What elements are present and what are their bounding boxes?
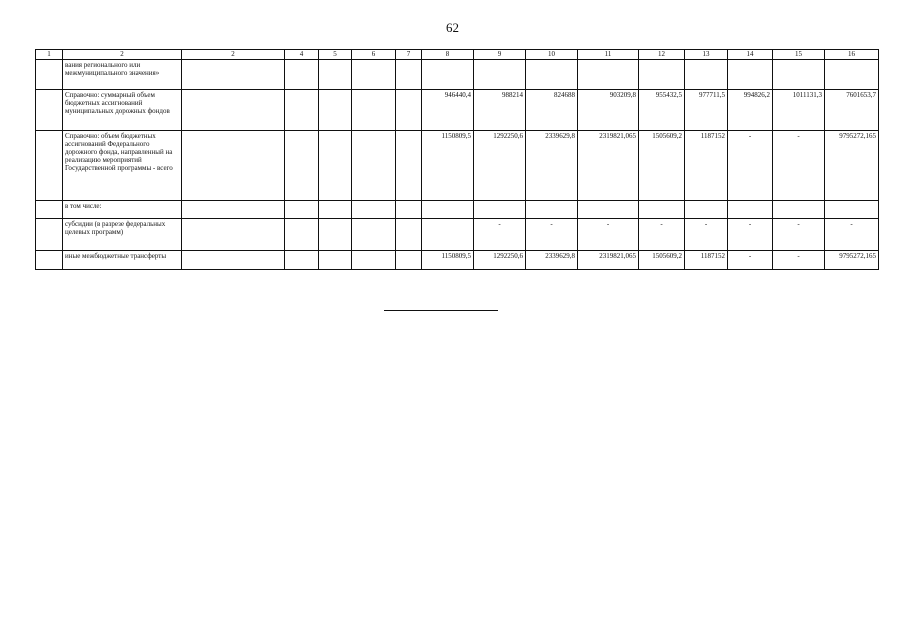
header-cell: 12: [639, 50, 685, 60]
separator-line: [384, 310, 498, 311]
table-row: [36, 201, 879, 219]
header-row: [36, 50, 879, 60]
value-cell: 1187152: [685, 251, 728, 270]
value-cell: [728, 201, 773, 219]
value-cell: 2319821,065: [578, 131, 639, 201]
value-cell: 9795272,165: [825, 251, 879, 270]
value-cell: [728, 60, 773, 90]
value-cell: [319, 219, 352, 251]
value-cell: 7601653,7: [825, 90, 879, 131]
page-number: 62: [446, 20, 459, 35]
value-cell: [352, 219, 396, 251]
value-cell: [639, 201, 685, 219]
value-cell: 1150809,5: [422, 131, 474, 201]
value-cell: [773, 60, 825, 90]
row-label: субсидии (в разрезе федеральных целевых программ): [63, 219, 182, 251]
value-cell: [319, 60, 352, 90]
header-cell: 2: [182, 50, 285, 60]
value-cell: [639, 60, 685, 90]
row-label: вания регионального или межмуниципального значения»: [63, 60, 182, 90]
value-cell: 2339629,8: [526, 131, 578, 201]
row-label: в том числе:: [63, 201, 182, 219]
value-cell: -: [825, 219, 879, 251]
value-cell: [319, 251, 352, 270]
value-cell: [474, 60, 526, 90]
value-cell: [352, 131, 396, 201]
value-cell: [825, 201, 879, 219]
row-number-cell: [36, 219, 63, 251]
header-cell: 11: [578, 50, 639, 60]
table-row: [36, 131, 879, 201]
value-cell: [773, 201, 825, 219]
value-cell: [285, 60, 319, 90]
value-cell: -: [728, 251, 773, 270]
header-cell: 9: [474, 50, 526, 60]
header-cell: 7: [396, 50, 422, 60]
value-cell: [285, 90, 319, 131]
value-cell: [182, 60, 285, 90]
value-cell: [396, 201, 422, 219]
value-cell: [352, 90, 396, 131]
header-cell: 4: [285, 50, 319, 60]
table-body: [36, 50, 879, 270]
value-cell: -: [773, 219, 825, 251]
value-cell: 1011131,3: [773, 90, 825, 131]
value-cell: 1292250,6: [474, 131, 526, 201]
value-cell: [285, 251, 319, 270]
value-cell: [474, 201, 526, 219]
value-cell: -: [728, 131, 773, 201]
value-cell: 1505609,2: [639, 251, 685, 270]
value-cell: -: [526, 219, 578, 251]
value-cell: [396, 90, 422, 131]
value-cell: [352, 251, 396, 270]
table-row: [36, 251, 879, 270]
value-cell: [319, 131, 352, 201]
row-number-cell: [36, 90, 63, 131]
value-cell: -: [578, 219, 639, 251]
value-cell: 824688: [526, 90, 578, 131]
value-cell: [285, 219, 319, 251]
value-cell: [352, 60, 396, 90]
header-cell: 6: [352, 50, 396, 60]
value-cell: [396, 60, 422, 90]
value-cell: 903209,8: [578, 90, 639, 131]
value-cell: [526, 60, 578, 90]
header-cell: 14: [728, 50, 773, 60]
header-cell: 5: [319, 50, 352, 60]
value-cell: 1187152: [685, 131, 728, 201]
value-cell: 988214: [474, 90, 526, 131]
value-cell: 946440,4: [422, 90, 474, 131]
header-cell: 13: [685, 50, 728, 60]
value-cell: [182, 219, 285, 251]
value-cell: -: [728, 219, 773, 251]
row-label: Справочно: объем бюджетных ассигнований Федерального дорожного фонда, направленный на реализацию мероприятий Государственной программы - всего: [63, 131, 182, 201]
value-cell: [578, 201, 639, 219]
value-cell: 994826,2: [728, 90, 773, 131]
value-cell: [396, 131, 422, 201]
value-cell: -: [773, 131, 825, 201]
value-cell: 2339629,8: [526, 251, 578, 270]
value-cell: [825, 60, 879, 90]
value-cell: 1505609,2: [639, 131, 685, 201]
value-cell: [319, 90, 352, 131]
value-cell: [285, 201, 319, 219]
header-cell: 2: [63, 50, 182, 60]
value-cell: [285, 131, 319, 201]
table-row: [36, 90, 879, 131]
value-cell: [319, 201, 352, 219]
row-number-cell: [36, 201, 63, 219]
value-cell: [352, 201, 396, 219]
row-label: Справочно: суммарный объем бюджетных ассигнований муниципальных дорожных фондов: [63, 90, 182, 131]
value-cell: [685, 201, 728, 219]
value-cell: 9795272,165: [825, 131, 879, 201]
value-cell: [422, 60, 474, 90]
header-cell: 16: [825, 50, 879, 60]
value-cell: [182, 251, 285, 270]
value-cell: [526, 201, 578, 219]
value-cell: 955432,5: [639, 90, 685, 131]
row-number-cell: [36, 131, 63, 201]
table-row: [36, 219, 879, 251]
row-number-cell: [36, 60, 63, 90]
value-cell: [685, 60, 728, 90]
table-row: [36, 60, 879, 90]
header-cell: 10: [526, 50, 578, 60]
value-cell: -: [639, 219, 685, 251]
value-cell: [396, 219, 422, 251]
value-cell: 2319821,065: [578, 251, 639, 270]
value-cell: -: [773, 251, 825, 270]
header-cell: 1: [36, 50, 63, 60]
value-cell: 977711,5: [685, 90, 728, 131]
header-cell: 15: [773, 50, 825, 60]
value-cell: [422, 201, 474, 219]
value-cell: 1150809,5: [422, 251, 474, 270]
value-cell: [396, 251, 422, 270]
budget-table: [35, 49, 879, 270]
value-cell: [182, 131, 285, 201]
row-label: иные межбюджетные трансферты: [63, 251, 182, 270]
row-number-cell: [36, 251, 63, 270]
header-cell: 8: [422, 50, 474, 60]
value-cell: 1292250,6: [474, 251, 526, 270]
value-cell: [422, 219, 474, 251]
value-cell: [182, 201, 285, 219]
value-cell: [578, 60, 639, 90]
value-cell: -: [474, 219, 526, 251]
value-cell: [182, 90, 285, 131]
value-cell: -: [685, 219, 728, 251]
